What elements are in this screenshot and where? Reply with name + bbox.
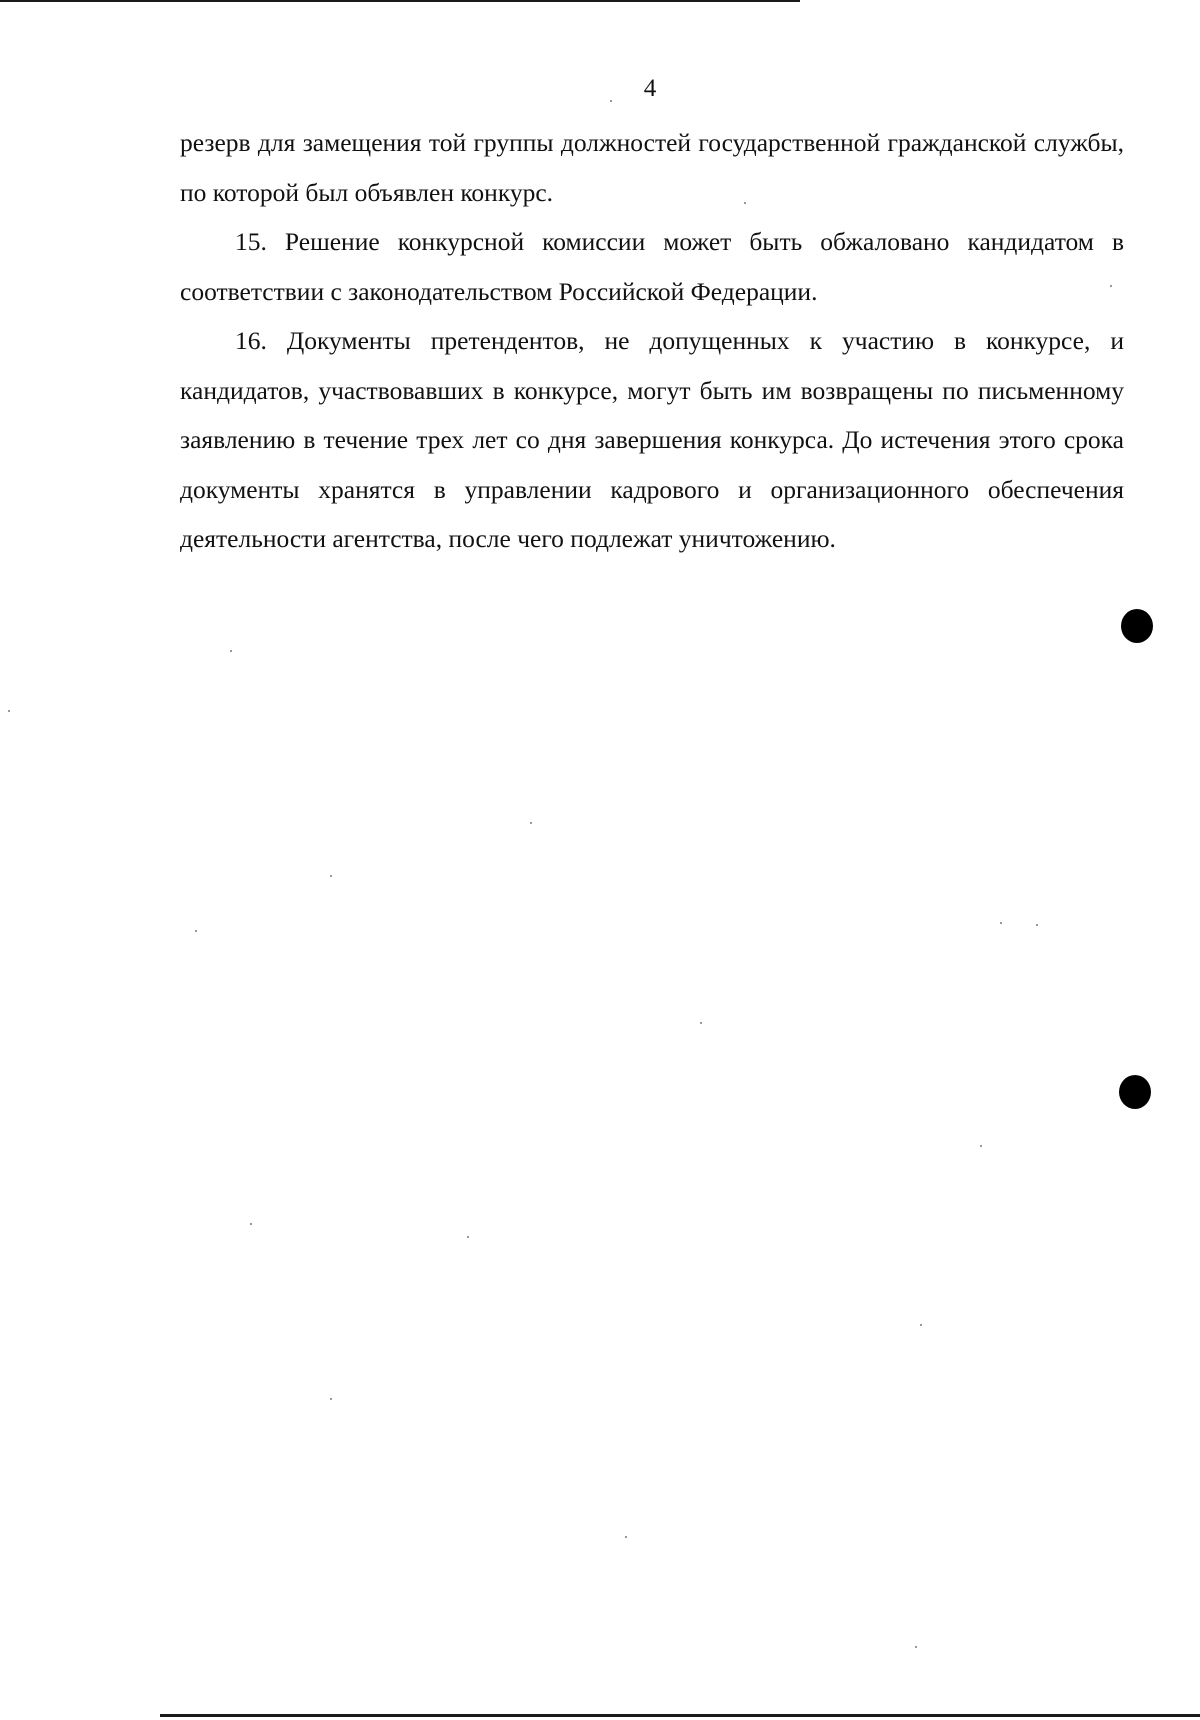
scan-speck [625, 1536, 627, 1538]
scan-speck [1000, 922, 1002, 924]
punch-hole-top [1121, 609, 1153, 643]
paragraph-continuation: резерв для замещения той группы должностей государственной гражданской службы, по которой был объявлен конкурс. [180, 128, 1124, 207]
scan-speck [330, 1398, 332, 1400]
scan-speck [980, 1145, 982, 1147]
document-body [180, 118, 1124, 564]
scan-speck [8, 710, 10, 712]
scan-speck [230, 650, 232, 652]
scan-speck [1036, 924, 1038, 926]
page-number: 4 [643, 75, 657, 102]
scan-speck [610, 100, 612, 102]
scan-speck [920, 1324, 922, 1326]
scan-speck [330, 875, 332, 877]
scan-speck [915, 1646, 917, 1648]
scan-speck [530, 822, 532, 824]
scan-speck [744, 202, 746, 204]
paragraph-15: 15. Решение конкурсной комиссии может быть обжаловано кандидатом в соответствии с законодательством Российской Федерации. [180, 227, 1124, 306]
punch-hole-bottom [1119, 1075, 1151, 1109]
scan-edge-top [0, 0, 800, 2]
scan-speck [467, 1236, 469, 1238]
scan-speck [250, 1223, 252, 1225]
scan-edge-bottom [160, 1714, 1200, 1717]
scan-speck [1110, 285, 1112, 287]
scan-speck [700, 1022, 702, 1024]
paragraph-16: 16. Документы претендентов, не допущенных к участию в конкурсе, и кандидатов, участвовавших в конкурсе, могут быть им возвращены по письменному заявлению в течение трех лет со дня завершения конкурса. До истечения этого срока документы хранятся в управлении кадрового и организационного обеспечения деятельности агентства, после чего подлежат уничтожению. [180, 326, 1124, 553]
scan-speck [195, 930, 197, 932]
